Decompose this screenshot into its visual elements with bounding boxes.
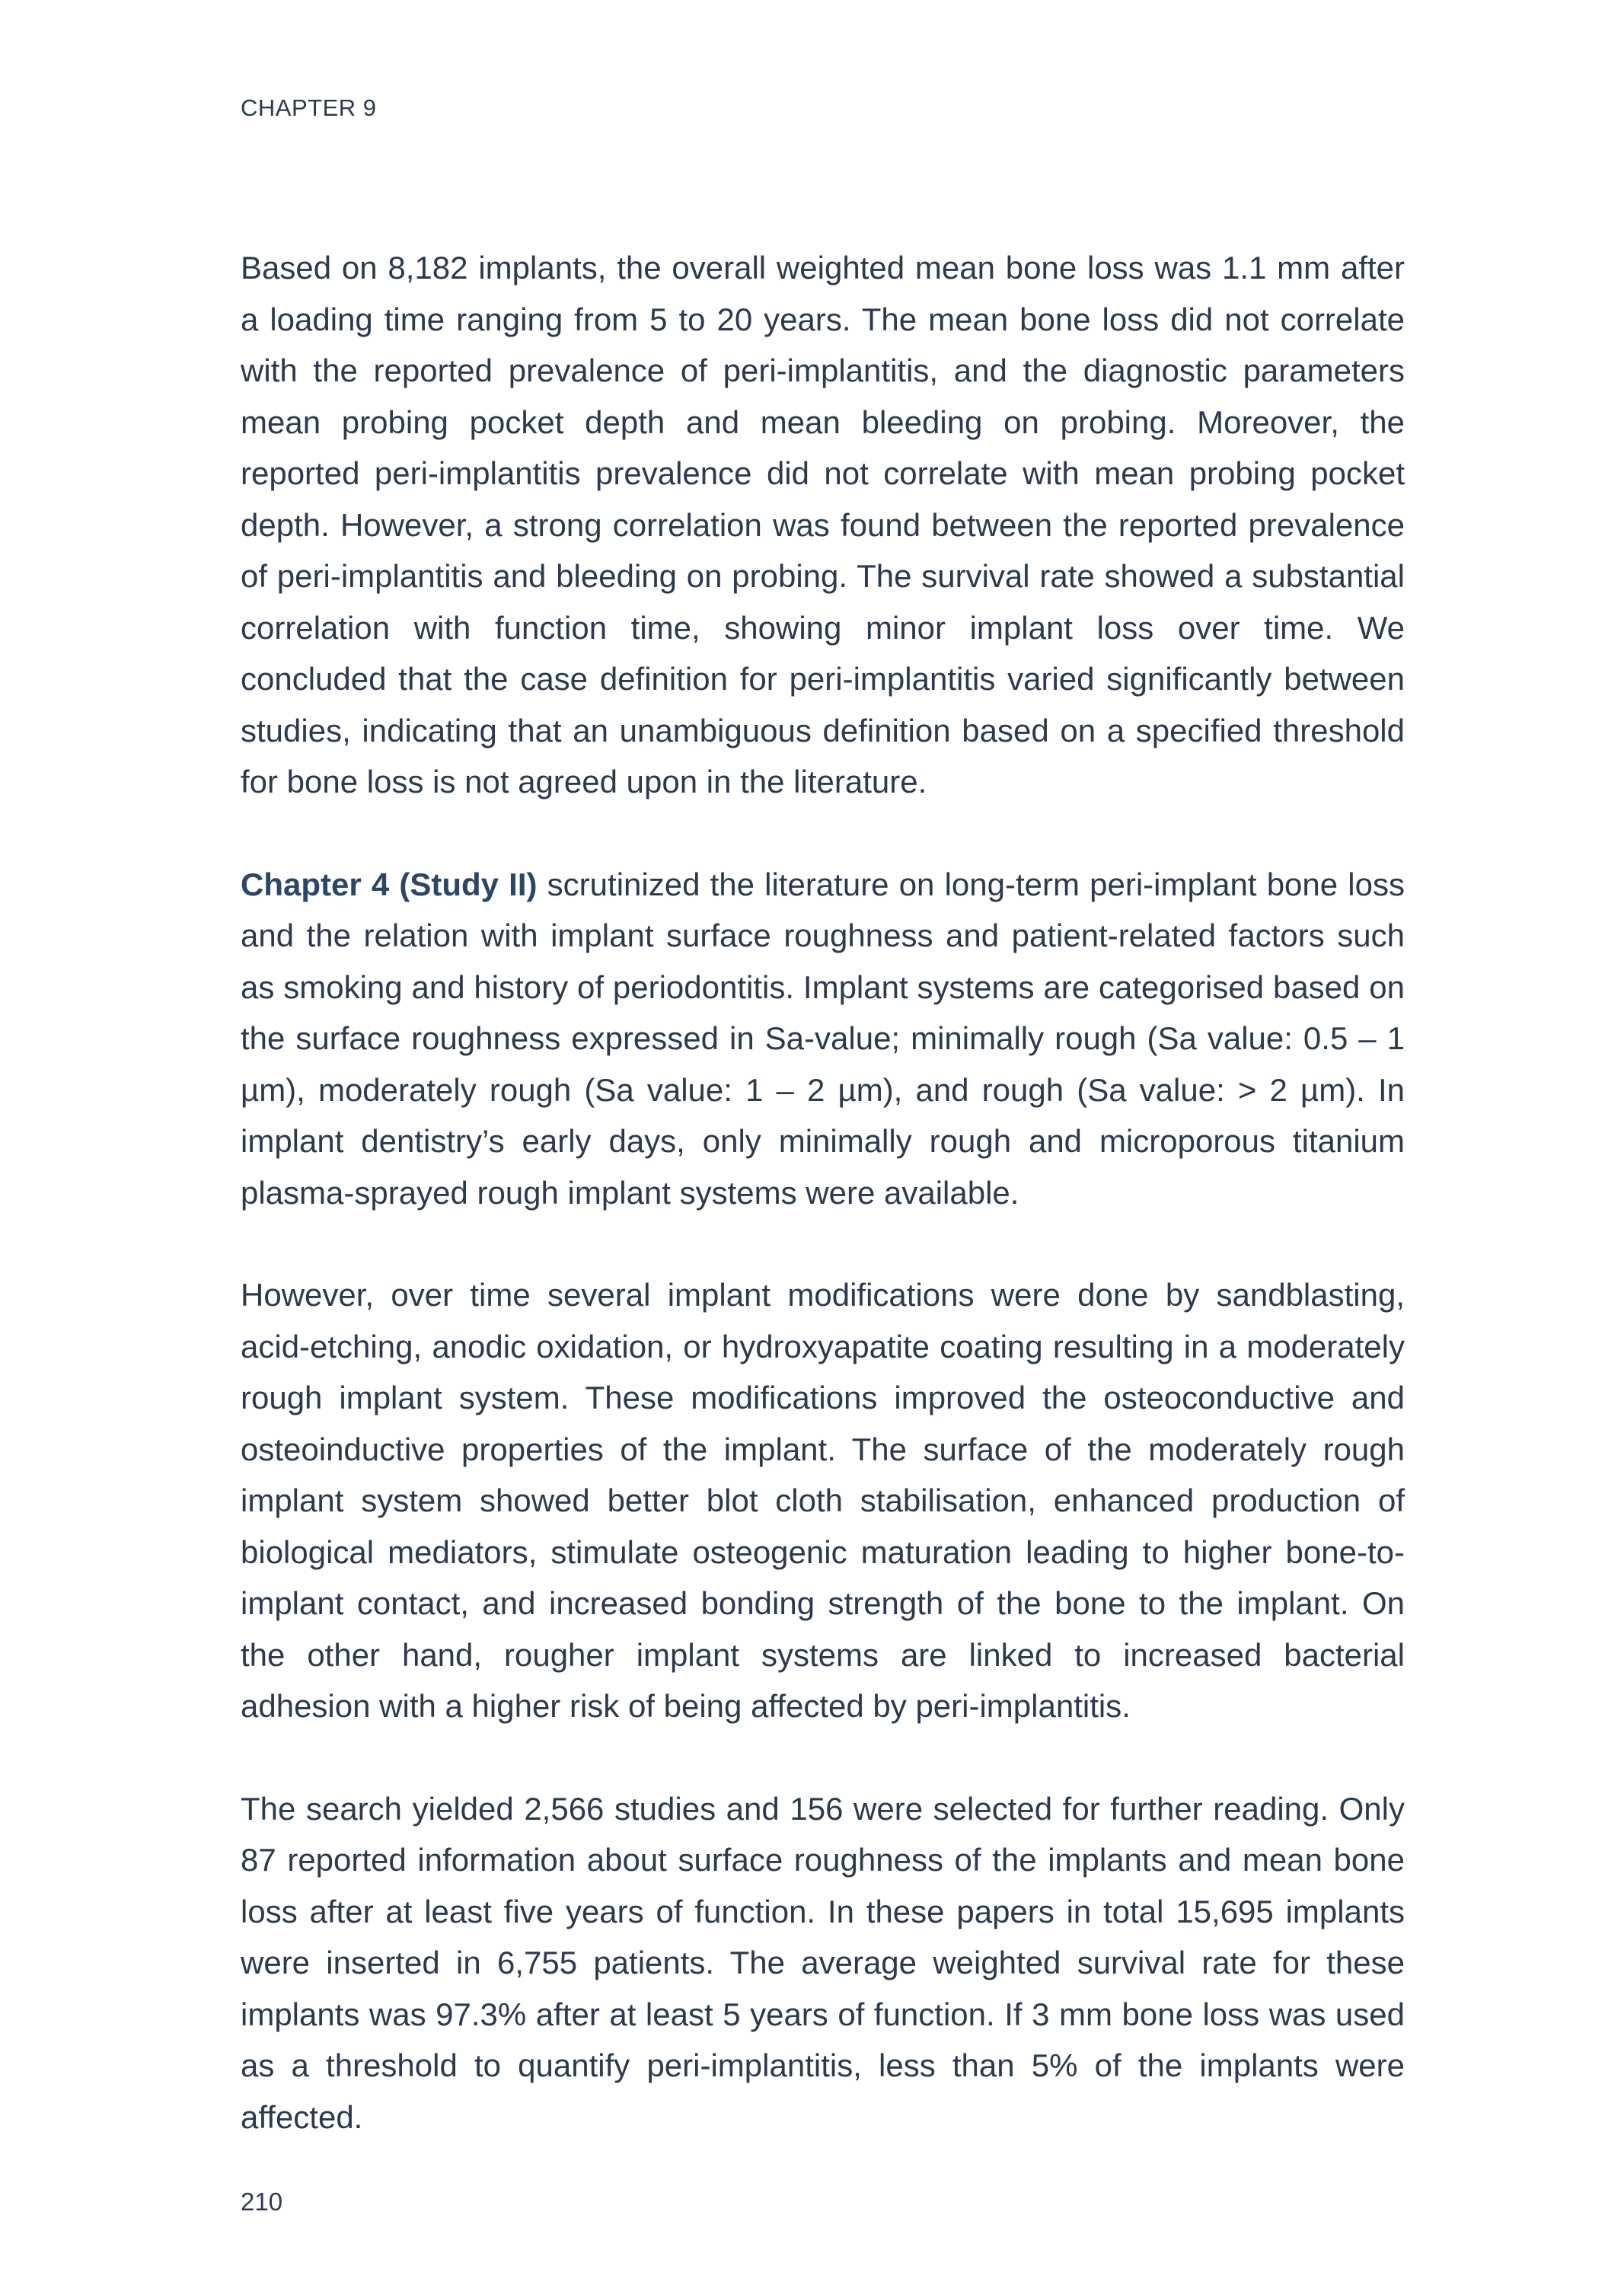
paragraph-4: The search yielded 2,566 studies and 156 were selected for further reading. Only 87 reported information about surface roughness of the implants and mean bone loss after at least five years of function. In these papers in total 15,695 implants were inserted in 6,755 patients. The average weighted survival rate for these implants was 97.3% after at least 5 years of function. If 3 mm bone loss was used as a threshold to quantify peri-implantitis, less than 5% of the implants were affected. — [241, 1790, 1405, 2135]
page-number: 210 — [241, 2188, 283, 2216]
body-text — [241, 242, 1405, 2143]
paragraph-2-heading: Chapter 4 (Study II) — [241, 866, 538, 902]
paragraph-2 — [241, 859, 1405, 1219]
paragraph-1: Based on 8,182 implants, the overall weighted mean bone loss was 1.1 mm after a loading time ranging from 5 to 20 years. The mean bone loss did not correlate with the reported prevalence of peri-implantitis, and the diagnostic parameters mean probing pocket depth and mean bleeding on probing. Moreover, the reported peri-implantitis prevalence did not correlate with mean probing pocket depth. However, a strong correlation was found between the reported prevalence of peri-implantitis and bleeding on probing. The survival rate showed a substantial correlation with function time, showing minor implant loss over time. We concluded that the case definition for peri-implantitis varied significantly between studies, indicating that an unambiguous definition based on a specified threshold for bone loss is not agreed upon in the literature. — [241, 250, 1405, 799]
paragraph-3: However, over time several implant modifications were done by sandblasting, acid-etching, anodic oxidation, or hydroxyapatite coating resulting in a moderately rough implant system. These modifications improved the osteoconductive and osteoinductive properties of the implant. The surface of the moderately rough implant system showed better blot cloth stabilisation, enhanced production of biological mediators, stimulate osteogenic maturation leading to higher bone-to-implant contact, and increased bonding strength of the bone to the implant. On the other hand, rougher implant systems are linked to increased bacterial adhesion with a higher risk of being affected by peri-implantitis. — [241, 1277, 1405, 1724]
paragraph-2-text: scrutinized the literature on long-term peri-implant bone loss and the relation with implant surface roughness and patient-related factors such as smoking and history of periodontitis. Implant systems are categorised based on the surface roughness expressed in Sa-value; minimally rough (Sa value: 0.5 – 1 µm), moderately rough (Sa value: 1 – 2 µm), and rough (Sa value: > 2 µm). In implant dentistry’s early days, only minimally rough and microporous titanium plasma-sprayed rough implant systems were available. — [241, 866, 1405, 1211]
running-header: CHAPTER 9 — [241, 94, 377, 121]
